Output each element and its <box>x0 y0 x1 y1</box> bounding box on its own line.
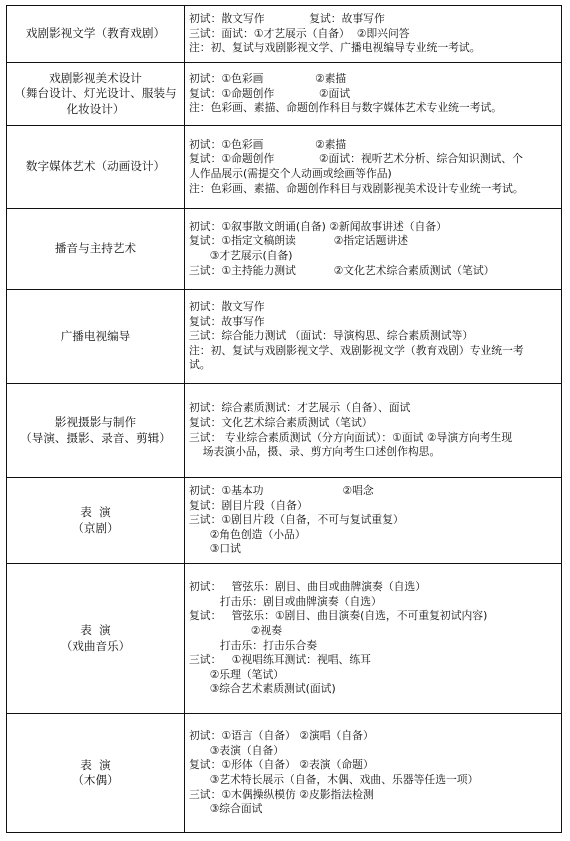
exam-content-line: 三试：①主持能力测试 ②文化艺术综合素质测试（笔试） <box>189 263 495 277</box>
exam-content-line: 初试： 管弦乐：剧目、曲目或曲牌演奏（自选） <box>189 580 427 594</box>
exam-content-cell <box>185 564 561 713</box>
exam-content-line: 初试：①基本功 ②唱念 <box>189 484 374 498</box>
exam-content-line: 复试：文化艺术综合素质测试（笔试） <box>189 415 373 429</box>
exam-content-cell <box>185 63 561 125</box>
exam-content-cell <box>185 290 561 383</box>
exam-content-line: ③口试 <box>189 542 241 556</box>
exam-content-line: ②乐理（笔试） <box>189 667 285 681</box>
exam-content-line: 三试： 专业综合素质测试（分方向面试）：①面试 ②导演方向考生现 <box>189 430 513 444</box>
major-name-line: 戏剧影视美术设计 <box>49 70 142 85</box>
major-name-cell <box>7 714 185 832</box>
major-name-line: 表 演 <box>80 757 111 772</box>
exam-content-line: 初试：①色彩画 ②素描 <box>189 137 347 151</box>
major-name-cell <box>7 564 185 713</box>
table-row <box>6 290 562 384</box>
exam-content-line: 打击乐：打击乐合奏 <box>189 638 318 652</box>
exam-content-cell <box>185 384 561 477</box>
major-name-cell <box>7 290 185 383</box>
major-name-cell <box>7 209 185 289</box>
major-name-line: 戏剧影视文学（教育戏剧） <box>25 26 166 41</box>
exam-content-line: 三试：综合能力测试 （面试：导演构思、综合素质测试等） <box>189 329 474 343</box>
table-row <box>6 384 562 478</box>
exam-content-line: 人作品展示(需提交个人动画或绘画等作品) <box>189 167 392 180</box>
exam-content-line: 复试：①命题创作 ②面试 <box>189 86 351 100</box>
table-row <box>6 564 562 714</box>
exam-content-cell <box>185 478 561 563</box>
exam-content-line: 复试：故事写作 <box>189 314 265 328</box>
table-row <box>6 209 562 290</box>
exam-content-line: ②角色创造（小品） <box>189 527 306 541</box>
major-name-line: 影视摄影与制作 <box>54 415 137 429</box>
major-name-cell <box>7 126 185 208</box>
exam-content-line: 注：色彩画、素描、命题创作科目与戏剧影视美术设计专业统一考试。 <box>189 181 524 195</box>
major-name-line: （舞台设计、灯光设计、服装与 <box>14 86 177 101</box>
major-name-cell <box>7 6 185 62</box>
exam-content-line: 注：色彩画、素描、命题创作科目与数字媒体艺术专业统一考试。 <box>189 101 503 115</box>
major-name-line: 播音与主持艺术 <box>54 241 137 256</box>
major-name-line: 数字媒体艺术（动画设计） <box>25 159 166 174</box>
exam-content-line: 三试：面试：①才艺展示（自备） ②即兴问答 <box>189 26 410 40</box>
exam-content-line: 初试：①叙事散文朗诵(自备) ②新闻故事讲述（自备） <box>189 219 447 233</box>
major-name-cell <box>7 384 185 477</box>
table-row <box>6 63 562 126</box>
exam-content-line: 复试：①形体（自备） ②表演（命题） <box>189 758 374 772</box>
major-name-line: 表 演 <box>80 623 111 637</box>
major-name-line: （戏曲音乐） <box>60 638 131 653</box>
major-name-cell <box>7 478 185 563</box>
major-name-line: （导演、摄影、录音、剪辑） <box>20 430 171 445</box>
major-name-line: （木偶） <box>72 773 119 787</box>
admission-exam-table <box>6 5 562 838</box>
major-name-line: （京剧） <box>72 520 119 535</box>
exam-content-line: 注：初、复试与戏剧影视文学、戏剧影视文学（教育戏剧）专业统一考 <box>189 343 524 357</box>
exam-content-line: ③表演（自备） <box>189 743 285 757</box>
exam-content-line: 三试： ①视唱练耳测试：视唱、练耳 <box>189 653 371 667</box>
major-name-cell <box>7 63 185 125</box>
table-row <box>6 126 562 209</box>
exam-content-line: 三试：①剧目片段（自备，不可与复试重复） <box>189 513 404 527</box>
exam-content-line: 初试：①语言（自备） ②演唱（自备） <box>189 729 374 743</box>
exam-content-line: 初试：综合素质测试：才艺展示（自备）、面试 <box>189 401 411 415</box>
table-row <box>6 478 562 564</box>
exam-content-line: 初试：散文写作 复试：故事写作 <box>189 12 385 26</box>
major-name-line: 表 演 <box>80 505 111 519</box>
major-name-line: 化妆设计） <box>66 101 125 116</box>
exam-content-cell <box>185 6 561 62</box>
table-row <box>6 714 562 833</box>
exam-content-line: 初试：散文写作 <box>189 300 265 314</box>
exam-content-line: 复试：剧目片段（自备） <box>189 498 308 512</box>
exam-content-line: ②视奏 <box>189 623 283 637</box>
exam-content-line: 复试： 管弦乐：①剧目、曲目演奏(自选，不可重复初试内容) <box>189 609 488 623</box>
exam-content-line: 试。 <box>189 358 211 372</box>
exam-content-line: ③综合面试 <box>189 802 263 816</box>
exam-content-line: 场表演小品，摄、录、剪方向考生口述创作构思。 <box>189 445 441 459</box>
table-row <box>6 6 562 63</box>
exam-content-line: 复试：①指定文稿朗读 ②指定话题讲述 <box>189 234 409 248</box>
exam-content-cell <box>185 126 561 208</box>
exam-content-cell <box>185 209 561 289</box>
major-name-line: 广播电视编导 <box>60 328 131 343</box>
exam-content-line: ③艺术特长展示（自备，木偶、戏曲、乐器等任选一项） <box>189 773 479 786</box>
exam-content-line: 三试：①木偶操纵模仿 ②皮影指法检测 <box>189 787 374 801</box>
exam-content-line: 复试：①命题创作 ②面试：视听艺术分析、综合知识测试、个 <box>189 152 523 166</box>
exam-content-line: ③综合艺术素质测试(面试) <box>189 682 336 696</box>
exam-content-cell <box>185 714 561 832</box>
exam-content-line: 打击乐：剧目或曲牌演奏（自选） <box>189 594 382 608</box>
exam-content-line: ③才艺展示(自备) <box>189 249 293 262</box>
exam-content-line: 注：初、复试与戏剧影视文学、广播电视编导专业统一考试。 <box>189 41 481 55</box>
exam-content-line: 初试：①色彩画 ②素描 <box>189 72 347 86</box>
